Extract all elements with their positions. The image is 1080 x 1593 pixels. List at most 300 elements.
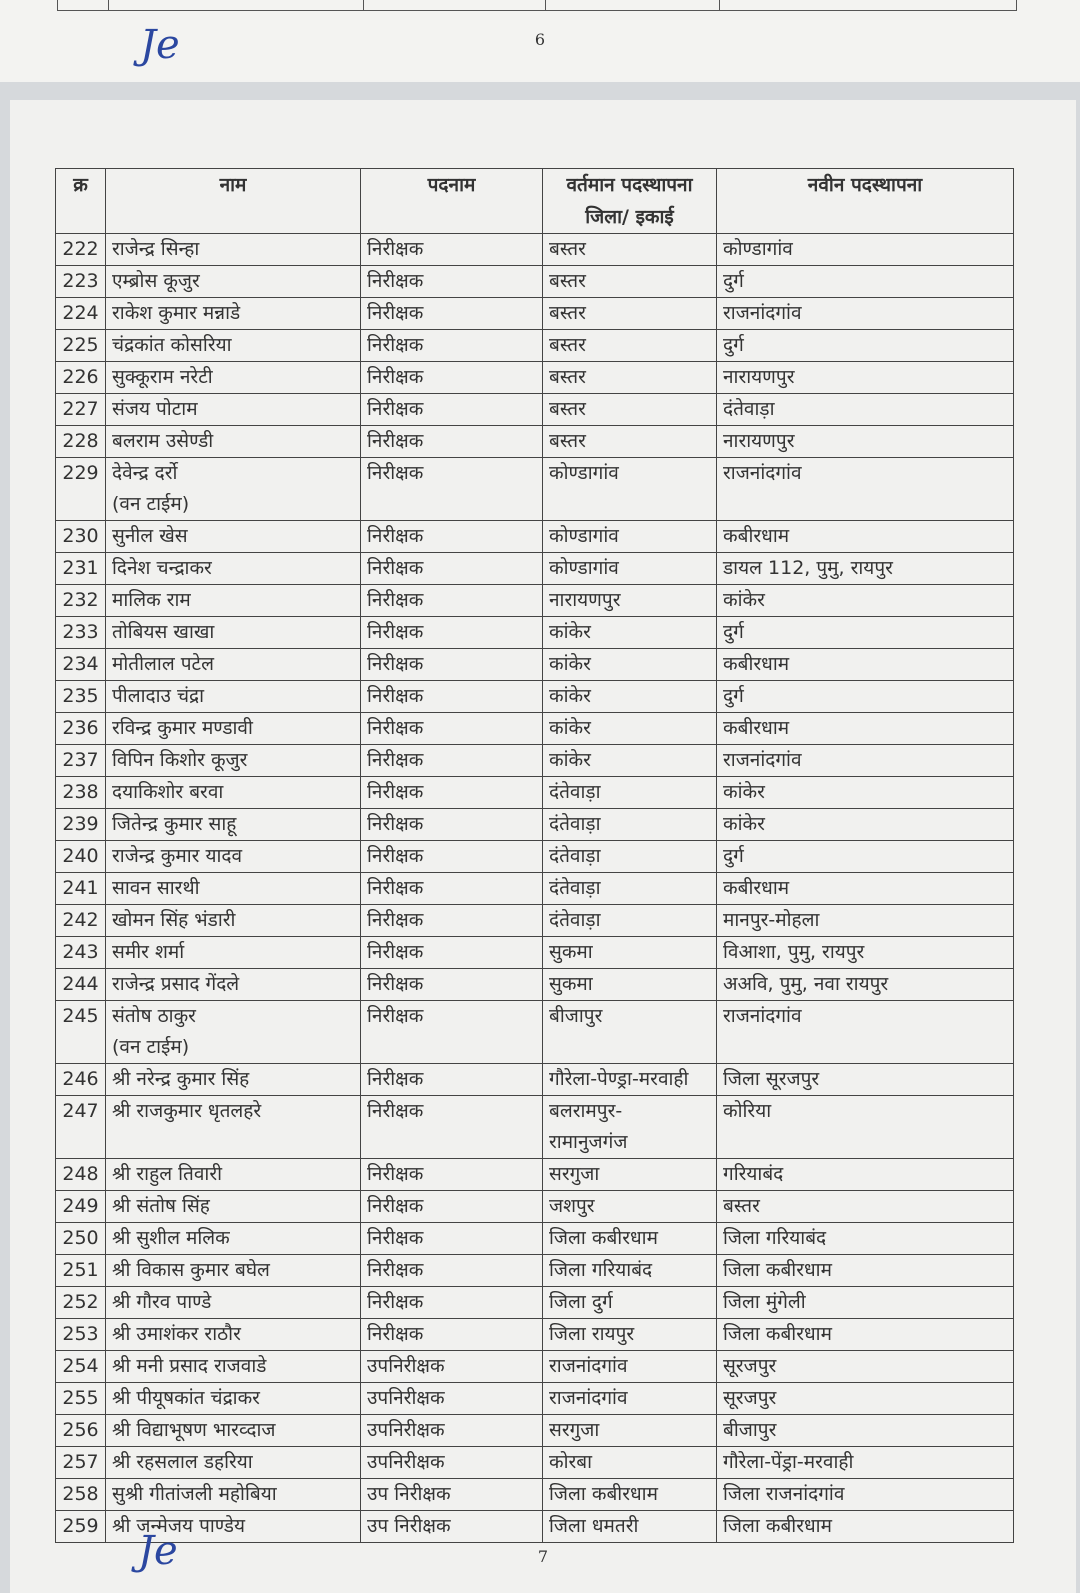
cell-designation-text: उप निरीक्षक — [367, 1515, 451, 1537]
cell-current-posting-text: बस्तर — [549, 398, 586, 420]
cell-serial-text: 226 — [62, 366, 99, 388]
cell-designation-text: निरीक्षक — [367, 1291, 424, 1313]
cell-serial-text: 224 — [62, 302, 99, 324]
cell-designation-text: निरीक्षक — [367, 813, 424, 835]
cell-new-posting-text: कबीरधाम — [723, 525, 790, 547]
cell-name — [106, 1415, 361, 1447]
cell-designation — [361, 1255, 543, 1287]
cell-name-text: देवेन्द्र दर्रो — [112, 462, 178, 484]
cell-new-posting — [717, 905, 1014, 937]
cell-serial — [56, 1511, 106, 1543]
cell-name — [106, 713, 361, 745]
cell-new-posting — [717, 1479, 1014, 1511]
cell-current-posting-text: बलरामपुर- — [549, 1100, 623, 1122]
table-row — [56, 1159, 1014, 1191]
cell-new-posting-text: कबीरधाम — [723, 653, 790, 675]
cell-designation — [361, 1511, 543, 1543]
cell-new-posting — [717, 553, 1014, 585]
cell-new-posting — [717, 1064, 1014, 1096]
cell-name-text: सुनील खेस — [112, 525, 188, 547]
cell-serial — [56, 234, 106, 266]
cell-serial — [56, 553, 106, 585]
cell-current-posting — [543, 266, 717, 298]
table-row — [56, 777, 1014, 809]
cell-serial — [56, 521, 106, 553]
cell-designation — [361, 873, 543, 905]
cell-designation — [361, 1479, 543, 1511]
cell-serial — [56, 873, 106, 905]
cell-serial-text: 230 — [62, 525, 99, 547]
cell-current-posting-text: बस्तर — [549, 238, 586, 260]
cell-designation-text: निरीक्षक — [367, 398, 424, 420]
table-row — [56, 1351, 1014, 1383]
cell-name — [106, 298, 361, 330]
cell-new-posting — [717, 969, 1014, 1001]
cell-serial-text: 254 — [62, 1355, 99, 1377]
cell-new-posting-text: कांकेर — [723, 589, 765, 611]
cell-serial-text: 259 — [62, 1515, 99, 1537]
cell-name-text: श्री सुशील मलिक — [112, 1227, 230, 1249]
table-row — [56, 937, 1014, 969]
cell-current-posting-text: कोण्डागांव — [549, 525, 619, 547]
cell-name-text: एम्ब्रोस कूजुर — [112, 270, 200, 292]
table-row — [56, 362, 1014, 394]
cell-current-posting — [543, 1383, 717, 1415]
cell-new-posting-text: कोण्डागांव — [723, 238, 793, 260]
cell-current-posting-text: जिला कबीरधाम — [549, 1483, 658, 1505]
cell-new-posting — [717, 1511, 1014, 1543]
cell-new-posting-text: कोरिया — [723, 1100, 772, 1122]
cell-new-posting — [717, 1255, 1014, 1287]
cell-name — [106, 426, 361, 458]
cell-serial-text: 258 — [62, 1483, 99, 1505]
cell-new-posting-text: सूरजपुर — [723, 1387, 777, 1409]
cell-current-posting — [543, 969, 717, 1001]
cell-name — [106, 969, 361, 1001]
cell-serial — [56, 1255, 106, 1287]
document-page — [10, 100, 1076, 1593]
cell-current-posting — [543, 330, 717, 362]
cell-serial-text: 231 — [62, 557, 99, 579]
cell-current-posting — [543, 681, 717, 713]
cell-current-posting — [543, 521, 717, 553]
cell-designation-text: उपनिरीक्षक — [367, 1387, 445, 1409]
cell-new-posting — [717, 458, 1014, 521]
cell-designation-text: निरीक्षक — [367, 749, 424, 771]
cell-designation — [361, 234, 543, 266]
cell-serial-text: 236 — [62, 717, 99, 739]
cell-serial — [56, 905, 106, 937]
cell-new-posting — [717, 330, 1014, 362]
cell-new-posting-text: बस्तर — [723, 1195, 760, 1217]
table-row — [56, 841, 1014, 873]
cell-current-posting — [543, 841, 717, 873]
cell-name-text: श्री रहसलाल डहरिया — [112, 1451, 253, 1473]
cell-designation-text: निरीक्षक — [367, 653, 424, 675]
cell-current-posting-text: बस्तर — [549, 270, 586, 292]
cell-name — [106, 1159, 361, 1191]
cell-serial — [56, 458, 106, 521]
cell-name-text: सावन सारथी — [112, 877, 200, 899]
cell-current-posting-text: जिला रायपुर — [549, 1323, 635, 1345]
table-row — [56, 1511, 1014, 1543]
table-row — [56, 298, 1014, 330]
cell-designation-text: निरीक्षक — [367, 557, 424, 579]
cell-designation-text: निरीक्षक — [367, 877, 424, 899]
cell-serial-text: 251 — [62, 1259, 99, 1281]
cell-name — [106, 1191, 361, 1223]
cell-name — [106, 362, 361, 394]
cell-name — [106, 873, 361, 905]
cell-new-posting-text: दंतेवाड़ा — [723, 398, 775, 420]
cell-current-posting — [543, 873, 717, 905]
cell-name-text: श्री गौरव पाण्डे — [112, 1291, 212, 1313]
cell-new-posting-text: कांकेर — [723, 813, 765, 835]
cell-name-text: श्री संतोष सिंह — [112, 1195, 210, 1217]
cell-name-text: श्री विद्याभूषण भारव्दाज — [112, 1419, 276, 1441]
header-designation: पदनाम — [361, 169, 543, 234]
cell-name-text: श्री मनी प्रसाद राजवाडे — [112, 1355, 267, 1377]
cell-new-posting-text: दुर्ग — [723, 621, 744, 643]
table-row — [56, 1001, 1014, 1064]
cell-current-posting-text: राजनांदगांव — [549, 1387, 628, 1409]
cell-serial — [56, 1191, 106, 1223]
cell-current-posting — [543, 1191, 717, 1223]
table-row — [56, 553, 1014, 585]
cell-designation-text: निरीक्षक — [367, 270, 424, 292]
cell-designation — [361, 969, 543, 1001]
cell-name — [106, 617, 361, 649]
cell-current-posting-text: जिला कबीरधाम — [549, 1227, 658, 1249]
cell-new-posting-text: जिला कबीरधाम — [723, 1323, 832, 1345]
cell-current-posting — [543, 1223, 717, 1255]
cell-current-posting-text: कांकेर — [549, 749, 591, 771]
cell-new-posting — [717, 266, 1014, 298]
cell-serial — [56, 809, 106, 841]
cell-serial — [56, 841, 106, 873]
cell-current-posting-text: कांकेर — [549, 621, 591, 643]
cell-name-text: श्री राहुल तिवारी — [112, 1163, 223, 1185]
table-header-row — [56, 169, 1014, 234]
header-current-posting-sub: जिला/ इकाई — [585, 206, 674, 228]
cell-name-text: तोबियस खाखा — [112, 621, 215, 643]
table-row — [56, 969, 1014, 1001]
cell-serial-text: 257 — [62, 1451, 99, 1473]
cell-designation-text: निरीक्षक — [367, 973, 424, 995]
cell-current-posting-text: बस्तर — [549, 302, 586, 324]
cell-new-posting-text: जिला कबीरधाम — [723, 1515, 832, 1537]
cell-new-posting — [717, 521, 1014, 553]
table-row — [56, 1383, 1014, 1415]
cell-current-posting — [543, 1159, 717, 1191]
cell-name-text: बलराम उसेण्डी — [112, 430, 214, 452]
cell-current-posting — [543, 362, 717, 394]
cell-name — [106, 777, 361, 809]
cell-new-posting — [717, 841, 1014, 873]
table-row — [56, 266, 1014, 298]
header-current-posting-label: वर्तमान पदस्थापना — [566, 174, 693, 196]
cell-current-posting — [543, 1415, 717, 1447]
cell-serial-text: 244 — [62, 973, 99, 995]
cell-name-text: संजय पोटाम — [112, 398, 198, 420]
cell-serial-text: 240 — [62, 845, 99, 867]
cell-designation — [361, 266, 543, 298]
cell-designation-text: निरीक्षक — [367, 589, 424, 611]
cell-current-posting-text: कांकेर — [549, 653, 591, 675]
cell-serial-text: 234 — [62, 653, 99, 675]
cell-name — [106, 681, 361, 713]
cell-name — [106, 1447, 361, 1479]
page-number: 6 — [534, 30, 546, 49]
cell-current-posting-text: दंतेवाड़ा — [549, 877, 601, 899]
cell-name-line2: (वन टाईम) — [112, 493, 190, 515]
cell-designation — [361, 458, 543, 521]
cell-name-line2: (वन टाईम) — [112, 1036, 190, 1058]
cell-name — [106, 553, 361, 585]
cell-serial — [56, 585, 106, 617]
cell-current-posting-text: कोरबा — [549, 1451, 593, 1473]
cell-current-posting-text: दंतेवाड़ा — [549, 845, 601, 867]
cell-new-posting-text: जिला कबीरधाम — [723, 1259, 832, 1281]
cell-current-posting — [543, 745, 717, 777]
cell-new-posting — [717, 1319, 1014, 1351]
cell-name — [106, 1383, 361, 1415]
cell-new-posting — [717, 1191, 1014, 1223]
cell-new-posting-text: नारायणपुर — [723, 366, 795, 388]
cell-designation-text: निरीक्षक — [367, 366, 424, 388]
cell-name-text: राजेन्द्र कुमार यादव — [112, 845, 243, 867]
cell-designation-text: उप निरीक्षक — [367, 1483, 451, 1505]
previous-table-bottom — [57, 0, 1017, 11]
cell-current-posting — [543, 426, 717, 458]
cell-name-text: पीलादाउ चंद्रा — [112, 685, 205, 707]
cell-serial-text: 235 — [62, 685, 99, 707]
cell-serial-text: 247 — [62, 1100, 99, 1122]
table-row — [56, 394, 1014, 426]
cell-current-posting — [543, 1064, 717, 1096]
cell-serial-text: 242 — [62, 909, 99, 931]
cell-current-posting — [543, 1479, 717, 1511]
cell-designation-text: निरीक्षक — [367, 430, 424, 452]
cell-designation — [361, 713, 543, 745]
cell-new-posting — [717, 777, 1014, 809]
cell-designation-text: निरीक्षक — [367, 525, 424, 547]
cell-designation — [361, 426, 543, 458]
table-row — [56, 330, 1014, 362]
cell-name-text: सुश्री गीतांजली महोबिया — [112, 1483, 277, 1505]
table-row — [56, 458, 1014, 521]
cell-designation — [361, 649, 543, 681]
transfer-table — [55, 168, 1014, 1543]
cell-new-posting-text: राजनांदगांव — [723, 302, 802, 324]
cell-name-text: राजेन्द्र प्रसाद गेंदले — [112, 973, 240, 995]
cell-name — [106, 905, 361, 937]
cell-current-posting-text: बस्तर — [549, 334, 586, 356]
cell-name-text: सुक्कूराम नरेटी — [112, 366, 213, 388]
cell-new-posting-text: दुर्ग — [723, 685, 744, 707]
cell-current-posting — [543, 458, 717, 521]
cell-designation-text: निरीक्षक — [367, 1227, 424, 1249]
cell-new-posting-text: जिला मुंगेली — [723, 1291, 806, 1313]
cell-current-posting-text: कोण्डागांव — [549, 557, 619, 579]
cell-new-posting-text: गरियाबंद — [723, 1163, 784, 1185]
cell-new-posting-text: राजनांदगांव — [723, 462, 802, 484]
cell-current-posting — [543, 777, 717, 809]
cell-new-posting — [717, 362, 1014, 394]
cell-serial — [56, 745, 106, 777]
cell-name-text: श्री नरेन्द्र कुमार सिंह — [112, 1068, 250, 1090]
cell-name — [106, 521, 361, 553]
table-row — [56, 873, 1014, 905]
cell-designation-text: उपनिरीक्षक — [367, 1451, 445, 1473]
cell-designation-text: निरीक्षक — [367, 334, 424, 356]
cell-name-text: जितेन्द्र कुमार साहू — [112, 813, 237, 835]
cell-name — [106, 1001, 361, 1064]
cell-new-posting — [717, 426, 1014, 458]
cell-new-posting — [717, 681, 1014, 713]
handwritten-initial: Je — [138, 1528, 178, 1574]
cell-designation — [361, 841, 543, 873]
cell-serial — [56, 330, 106, 362]
cell-new-posting — [717, 809, 1014, 841]
cell-serial-text: 245 — [62, 1005, 99, 1027]
previous-page-bottom — [0, 0, 1080, 82]
cell-name-text: श्री विकास कुमार बघेल — [112, 1259, 270, 1281]
cell-serial — [56, 617, 106, 649]
cell-serial-text: 255 — [62, 1387, 99, 1409]
table-row — [56, 681, 1014, 713]
table-row — [56, 585, 1014, 617]
cell-serial-text: 225 — [62, 334, 99, 356]
table-row — [56, 905, 1014, 937]
cell-designation — [361, 1287, 543, 1319]
cell-designation-text: निरीक्षक — [367, 238, 424, 260]
table-row — [56, 1415, 1014, 1447]
cell-designation — [361, 1383, 543, 1415]
cell-name-text: खोमन सिंह भंडारी — [112, 909, 236, 931]
cell-serial-text: 232 — [62, 589, 99, 611]
cell-serial — [56, 1319, 106, 1351]
cell-designation-text: निरीक्षक — [367, 685, 424, 707]
cell-name — [106, 266, 361, 298]
cell-name — [106, 585, 361, 617]
table-row — [56, 1447, 1014, 1479]
cell-designation — [361, 681, 543, 713]
cell-name — [106, 1064, 361, 1096]
cell-designation-text: निरीक्षक — [367, 1163, 424, 1185]
cell-new-posting — [717, 937, 1014, 969]
cell-name — [106, 330, 361, 362]
cell-current-posting-text: राजनांदगांव — [549, 1355, 628, 1377]
cell-serial — [56, 298, 106, 330]
cell-designation-text: निरीक्षक — [367, 909, 424, 931]
cell-current-posting — [543, 234, 717, 266]
cell-serial — [56, 1479, 106, 1511]
cell-new-posting-text: गौरेला-पेंड्रा-मरवाही — [723, 1451, 854, 1473]
cell-current-posting-text: दंतेवाड़ा — [549, 813, 601, 835]
cell-new-posting — [717, 585, 1014, 617]
cell-serial — [56, 681, 106, 713]
cell-designation-text: निरीक्षक — [367, 1100, 424, 1122]
cell-name-text: राजेन्द्र सिन्हा — [112, 238, 200, 260]
cell-name-text: दयाकिशोर बरवा — [112, 781, 224, 803]
cell-serial-text: 249 — [62, 1195, 99, 1217]
cell-serial-text: 223 — [62, 270, 99, 292]
cell-current-posting — [543, 1511, 717, 1543]
cell-current-posting-text: दंतेवाड़ा — [549, 781, 601, 803]
cell-current-posting-text: कांकेर — [549, 685, 591, 707]
cell-current-posting-text: सुकमा — [549, 973, 593, 995]
cell-new-posting-text: दुर्ग — [723, 270, 744, 292]
cell-designation-text: निरीक्षक — [367, 845, 424, 867]
cell-current-posting — [543, 394, 717, 426]
cell-designation — [361, 905, 543, 937]
cell-designation-text: निरीक्षक — [367, 621, 424, 643]
cell-current-posting — [543, 1287, 717, 1319]
cell-designation — [361, 362, 543, 394]
cell-name — [106, 1319, 361, 1351]
cell-name-text: संतोष ठाकुर — [112, 1005, 196, 1027]
table-row — [56, 1191, 1014, 1223]
cell-new-posting-text: जिला सूरजपुर — [723, 1068, 820, 1090]
cell-serial-text: 241 — [62, 877, 99, 899]
cell-serial — [56, 1096, 106, 1159]
table-row — [56, 521, 1014, 553]
cell-designation — [361, 521, 543, 553]
cell-designation-text: निरीक्षक — [367, 1068, 424, 1090]
header-serial: क्र — [56, 169, 106, 234]
cell-current-posting — [543, 937, 717, 969]
cell-serial — [56, 649, 106, 681]
cell-current-posting — [543, 649, 717, 681]
cell-designation — [361, 777, 543, 809]
cell-name-text: समीर शर्मा — [112, 941, 185, 963]
cell-serial — [56, 1159, 106, 1191]
cell-designation — [361, 1191, 543, 1223]
cell-designation-text: निरीक्षक — [367, 717, 424, 739]
cell-current-posting — [543, 617, 717, 649]
cell-current-posting — [543, 1351, 717, 1383]
cell-name — [106, 394, 361, 426]
table-row — [56, 1223, 1014, 1255]
cell-designation — [361, 585, 543, 617]
cell-new-posting — [717, 1159, 1014, 1191]
cell-designation — [361, 1351, 543, 1383]
cell-serial-text: 250 — [62, 1227, 99, 1249]
cell-serial-text: 243 — [62, 941, 99, 963]
header-new-posting: नवीन पदस्थापना — [717, 169, 1014, 234]
cell-designation — [361, 1064, 543, 1096]
cell-new-posting-text: कबीरधाम — [723, 877, 790, 899]
cell-current-posting — [543, 553, 717, 585]
cell-new-posting-text: जिला राजनांदगांव — [723, 1483, 845, 1505]
cell-new-posting-text: जिला गरियाबंद — [723, 1227, 827, 1249]
cell-name-text: मोतीलाल पटेल — [112, 653, 215, 675]
cell-designation-text: निरीक्षक — [367, 1323, 424, 1345]
cell-new-posting-text: राजनांदगांव — [723, 749, 802, 771]
cell-name — [106, 1096, 361, 1159]
cell-new-posting — [717, 234, 1014, 266]
cell-current-posting-text: बस्तर — [549, 366, 586, 388]
cell-name — [106, 649, 361, 681]
cell-serial — [56, 426, 106, 458]
cell-designation — [361, 330, 543, 362]
cell-current-posting-text: जिला गरियाबंद — [549, 1259, 653, 1281]
cell-new-posting-text: अअवि, पुमु, नवा रायपुर — [723, 973, 889, 995]
cell-designation — [361, 1223, 543, 1255]
cell-name — [106, 1223, 361, 1255]
cell-serial-text: 246 — [62, 1068, 99, 1090]
